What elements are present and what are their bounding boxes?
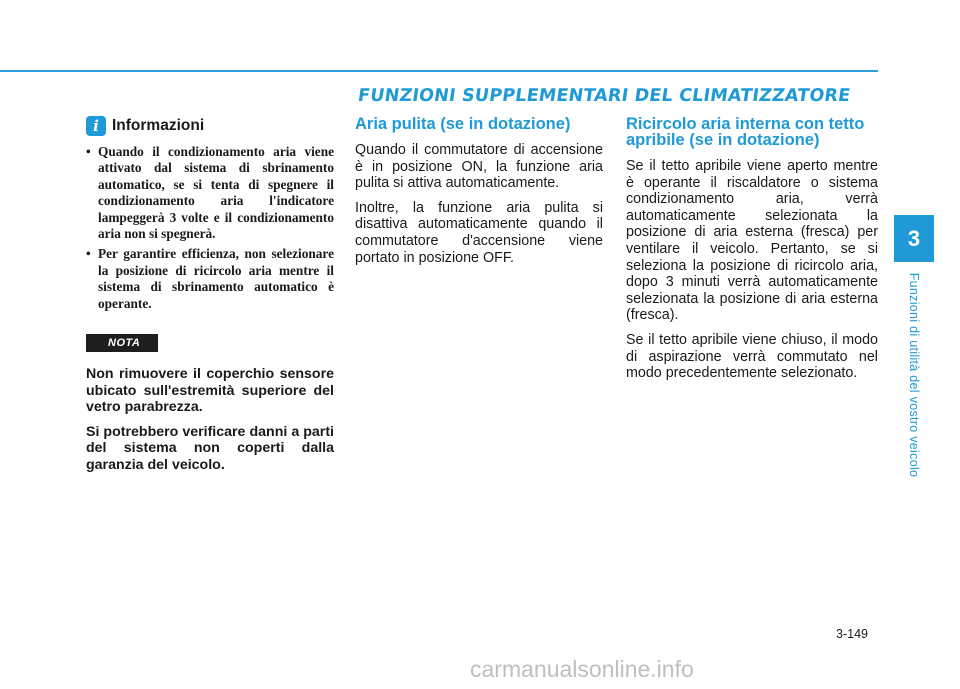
section-title: FUNZIONI SUPPLEMENTARI DEL CLIMATIZZATORE xyxy=(356,86,852,106)
sunroof-paragraph: Se il tetto apribile viene aperto mentre è operante il riscaldatore o sistema condizionamento aria, verrà automaticamente selezionata la posizione di aria esterna (fresca) per ventilare il veicolo. Pertanto, se si seleziona la posizione di ricircolo aria, dopo 3 minuti verrà automaticamente selezionata la posizione di aria esterna (fresca). xyxy=(626,158,878,324)
header-rule xyxy=(0,70,878,72)
sunroof-heading: Ricircolo aria interna con tetto apribile (se in dotazione) xyxy=(626,115,865,149)
watermark: carmanualsonline.info xyxy=(470,656,694,682)
info-bullet-list xyxy=(86,144,334,312)
info-header xyxy=(86,116,334,136)
column-middle xyxy=(355,112,603,274)
page-number: 3-149 xyxy=(836,627,868,641)
nota-label: NOTA xyxy=(86,334,158,352)
clean-air-paragraph: Inoltre, la funzione aria pulita si disattiva automaticamente quando il commutatore d'accensione viene portato in posizione OFF. xyxy=(355,199,603,266)
chapter-tab: 3 xyxy=(894,215,934,262)
info-bullet: • Per garantire efficienza, non selezionare la posizione di ricircolo aria mentre il sistema di sbrinamento automatico è operante. xyxy=(86,246,334,312)
clean-air-heading: Aria pulita (se in dotazione) xyxy=(355,115,571,133)
nota-paragraph: Si potrebbero verificare danni a parti del sistema non coperti dalla garanzia del veicolo. xyxy=(86,423,334,474)
info-title: Informazioni xyxy=(112,117,205,134)
nota-paragraph: Non rimuovere il coperchio sensore ubicato sull'estremità superiore del vetro parabrezza. xyxy=(86,366,334,416)
info-icon: i xyxy=(86,116,106,136)
sunroof-paragraph: Se il tetto apribile viene chiuso, il modo di aspirazione verrà commutato nel modo precedentemente selezionato. xyxy=(626,331,878,382)
column-right xyxy=(626,112,878,390)
column-left xyxy=(86,112,334,474)
chapter-title: Funzioni di utilità del vostro veicolo xyxy=(907,272,921,478)
info-bullet: • Quando il condizionamento aria viene attivato dal sistema di sbrinamento automatico, se si tenta di spegnere il condizionamento aria l'indicatore lampeggerà 3 volte e il condizionamento aria non si spegnerà. xyxy=(86,144,334,242)
clean-air-paragraph: Quando il commutatore di accensione è in posizione ON, la funzione aria pulita si attiva automaticamente. xyxy=(355,142,603,192)
